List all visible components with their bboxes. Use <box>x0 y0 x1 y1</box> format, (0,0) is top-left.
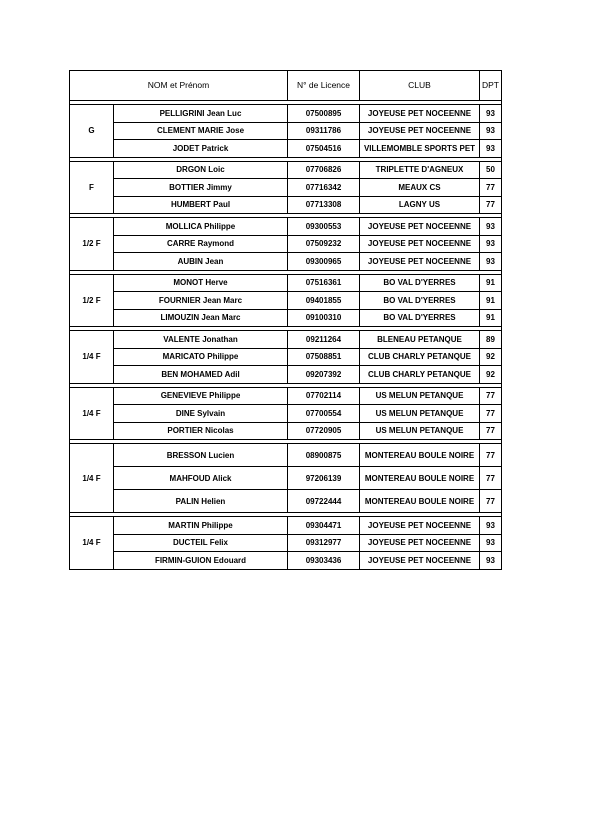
department-code: 77 <box>480 444 502 467</box>
department-code: 77 <box>480 405 502 423</box>
licence-number: 09300553 <box>288 218 360 236</box>
department-code: 93 <box>480 253 502 271</box>
licence-number: 08900875 <box>288 444 360 467</box>
group-label: 1/2 F <box>70 274 114 327</box>
department-code: 93 <box>480 122 502 140</box>
club-name: MONTEREAU BOULE NOIRE <box>360 490 480 513</box>
table-row <box>70 196 502 214</box>
table-row <box>70 331 502 349</box>
player-name: MONOT Herve <box>114 274 288 292</box>
department-code: 77 <box>480 196 502 214</box>
table-row <box>70 274 502 292</box>
table-row <box>70 490 502 513</box>
table-row <box>70 552 502 570</box>
table-row <box>70 348 502 366</box>
table-row <box>70 179 502 197</box>
licence-number: 09300965 <box>288 253 360 271</box>
club-name: CLUB CHARLY PETANQUE <box>360 348 480 366</box>
club-name: BLENEAU PETANQUE <box>360 331 480 349</box>
licence-number: 07504516 <box>288 140 360 158</box>
player-name: CARRE Raymond <box>114 235 288 253</box>
licence-number: 09100310 <box>288 309 360 327</box>
player-name: AUBIN Jean <box>114 253 288 271</box>
department-code: 93 <box>480 105 502 123</box>
department-code: 93 <box>480 517 502 535</box>
header-licence: N° de Licence <box>288 71 360 101</box>
club-name: MONTEREAU BOULE NOIRE <box>360 444 480 467</box>
licence-number: 07700554 <box>288 405 360 423</box>
player-name: PELLIGRINI Jean Luc <box>114 105 288 123</box>
department-code: 77 <box>480 467 502 490</box>
department-code: 77 <box>480 179 502 197</box>
table-row <box>70 422 502 440</box>
table-row <box>70 292 502 310</box>
table-row <box>70 140 502 158</box>
licence-number: 07509232 <box>288 235 360 253</box>
licence-number: 07500895 <box>288 105 360 123</box>
group-label: 1/4 F <box>70 331 114 384</box>
licence-number: 07720905 <box>288 422 360 440</box>
player-name: DUCTEIL Felix <box>114 534 288 552</box>
player-name: CLEMENT MARIE Jose <box>114 122 288 140</box>
licence-number: 97206139 <box>288 467 360 490</box>
player-name: BOTTIER Jimmy <box>114 179 288 197</box>
department-code: 91 <box>480 309 502 327</box>
table-row <box>70 517 502 535</box>
department-code: 50 <box>480 161 502 179</box>
player-name: HUMBERT Paul <box>114 196 288 214</box>
department-code: 92 <box>480 348 502 366</box>
player-name: VALENTE Jonathan <box>114 331 288 349</box>
table-row <box>70 444 502 467</box>
club-name: JOYEUSE PET NOCEENNE <box>360 517 480 535</box>
group-label: 1/2 F <box>70 218 114 271</box>
department-code: 93 <box>480 218 502 236</box>
club-name: JOYEUSE PET NOCEENNE <box>360 105 480 123</box>
department-code: 93 <box>480 235 502 253</box>
table-row <box>70 235 502 253</box>
player-name: FIRMIN-GUION Edouard <box>114 552 288 570</box>
player-name: MOLLICA Philippe <box>114 218 288 236</box>
licence-number: 09207392 <box>288 366 360 384</box>
group-label: G <box>70 105 114 158</box>
player-name: DRGON Loic <box>114 161 288 179</box>
club-name: MONTEREAU BOULE NOIRE <box>360 467 480 490</box>
department-code: 93 <box>480 552 502 570</box>
player-name: DINE Sylvain <box>114 405 288 423</box>
club-name: BO VAL D'YERRES <box>360 292 480 310</box>
licence-number: 07716342 <box>288 179 360 197</box>
licence-number: 09722444 <box>288 490 360 513</box>
licence-number: 07713308 <box>288 196 360 214</box>
department-code: 77 <box>480 490 502 513</box>
department-code: 92 <box>480 366 502 384</box>
club-name: LAGNY US <box>360 196 480 214</box>
department-code: 93 <box>480 140 502 158</box>
player-name: PORTIER Nicolas <box>114 422 288 440</box>
club-name: JOYEUSE PET NOCEENNE <box>360 235 480 253</box>
club-name: BO VAL D'YERRES <box>360 274 480 292</box>
player-name: BEN MOHAMED Adil <box>114 366 288 384</box>
group-label: F <box>70 161 114 214</box>
player-name: MARICATO Philippe <box>114 348 288 366</box>
department-code: 77 <box>480 387 502 405</box>
player-name: PALIN Helien <box>114 490 288 513</box>
players-table <box>69 70 502 570</box>
licence-number: 09311786 <box>288 122 360 140</box>
group-label: 1/4 F <box>70 517 114 570</box>
club-name: US MELUN PETANQUE <box>360 422 480 440</box>
club-name: US MELUN PETANQUE <box>360 387 480 405</box>
licence-number: 07702114 <box>288 387 360 405</box>
club-name: VILLEMOMBLE SPORTS PET <box>360 140 480 158</box>
table-row <box>70 122 502 140</box>
department-code: 77 <box>480 422 502 440</box>
player-name: MARTIN Philippe <box>114 517 288 535</box>
department-code: 93 <box>480 534 502 552</box>
player-name: FOURNIER Jean Marc <box>114 292 288 310</box>
club-name: JOYEUSE PET NOCEENNE <box>360 122 480 140</box>
licence-number: 09401855 <box>288 292 360 310</box>
licence-number: 09312977 <box>288 534 360 552</box>
header-dpt: DPT <box>480 71 502 101</box>
table-row <box>70 366 502 384</box>
licence-number: 07706826 <box>288 161 360 179</box>
department-code: 91 <box>480 274 502 292</box>
table-row <box>70 309 502 327</box>
club-name: US MELUN PETANQUE <box>360 405 480 423</box>
group-label: 1/4 F <box>70 444 114 513</box>
licence-number: 07516361 <box>288 274 360 292</box>
header-name: NOM et Prénom <box>70 71 288 101</box>
table-row <box>70 105 502 123</box>
licence-number: 07508851 <box>288 348 360 366</box>
licence-number: 09211264 <box>288 331 360 349</box>
table-row <box>70 467 502 490</box>
club-name: BO VAL D'YERRES <box>360 309 480 327</box>
department-code: 91 <box>480 292 502 310</box>
table-row <box>70 253 502 271</box>
player-name: MAHFOUD Alick <box>114 467 288 490</box>
table-row <box>70 161 502 179</box>
table-row <box>70 534 502 552</box>
player-name: JODET Patrick <box>114 140 288 158</box>
player-name: BRESSON Lucien <box>114 444 288 467</box>
table-body <box>70 101 502 570</box>
table-row <box>70 387 502 405</box>
header-club: CLUB <box>360 71 480 101</box>
club-name: JOYEUSE PET NOCEENNE <box>360 552 480 570</box>
club-name: JOYEUSE PET NOCEENNE <box>360 534 480 552</box>
licence-number: 09303436 <box>288 552 360 570</box>
table-row <box>70 218 502 236</box>
header-row <box>70 71 502 101</box>
club-name: TRIPLETTE D'AGNEUX <box>360 161 480 179</box>
licence-number: 09304471 <box>288 517 360 535</box>
department-code: 89 <box>480 331 502 349</box>
table-row <box>70 405 502 423</box>
player-name: GENEVIEVE Philippe <box>114 387 288 405</box>
group-label: 1/4 F <box>70 387 114 440</box>
club-name: JOYEUSE PET NOCEENNE <box>360 253 480 271</box>
club-name: CLUB CHARLY PETANQUE <box>360 366 480 384</box>
club-name: JOYEUSE PET NOCEENNE <box>360 218 480 236</box>
player-name: LIMOUZIN Jean Marc <box>114 309 288 327</box>
club-name: MEAUX CS <box>360 179 480 197</box>
